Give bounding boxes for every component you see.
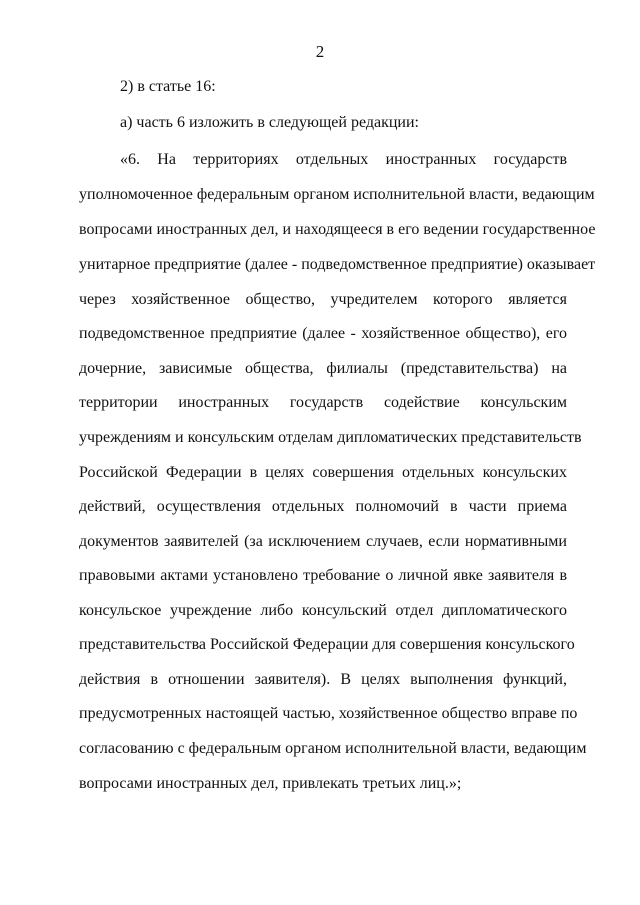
paragraph-line: через хозяйственное общество, учредителем которого является: [79, 291, 567, 308]
paragraph-line: вопросами иностранных дел, и находящееся в его ведении государственное: [79, 221, 596, 238]
paragraph-line: унитарное предприятие (далее - подведомственное предприятие) оказывает: [79, 256, 596, 273]
paragraph-line: действия в отношении заявителя). В целях выполнения функций,: [79, 671, 567, 688]
page-number: 2: [315, 42, 325, 61]
paragraph-line: подведомственное предприятие (далее - хозяйственное общество), его: [79, 325, 567, 342]
paragraph-last-line: вопросами иностранных дел, привлекать третьих лиц.»;: [79, 775, 462, 792]
paragraph-line: документов заявителей (за исключением случаев, если нормативными: [79, 533, 567, 550]
paragraph-line: дочерние, зависимые общества, филиалы (представительства) на: [79, 360, 567, 377]
item-a-heading: а) часть 6 изложить в следующей редакции:: [120, 114, 419, 131]
paragraph-line: представительства Российской Федерации для совершения консульского: [79, 636, 575, 653]
paragraph-line: предусмотренных настоящей частью, хозяйственное общество вправе по: [79, 705, 578, 722]
item-2-heading: 2) в статье 16:: [120, 78, 216, 95]
paragraph-line: консульское учреждение либо консульский отдел дипломатического: [79, 602, 567, 619]
paragraph-line: «6. На территориях отдельных иностранных государств: [120, 151, 567, 168]
paragraph-line: согласованию с федеральным органом исполнительной власти, ведающим: [79, 740, 587, 757]
paragraph-line: действий, осуществления отдельных полномочий в части приема: [79, 498, 567, 515]
paragraph-line: учреждениям и консульским отделам дипломатических представительств: [79, 429, 582, 446]
paragraph-line: правовыми актами установлено требование о личной явке заявителя в: [79, 567, 567, 584]
paragraph-line: уполномоченное федеральным органом исполнительной власти, ведающим: [79, 186, 595, 203]
paragraph-line: Российской Федерации в целях совершения отдельных консульских: [79, 464, 567, 481]
paragraph-line: территории иностранных государств содействие консульским: [79, 394, 567, 411]
